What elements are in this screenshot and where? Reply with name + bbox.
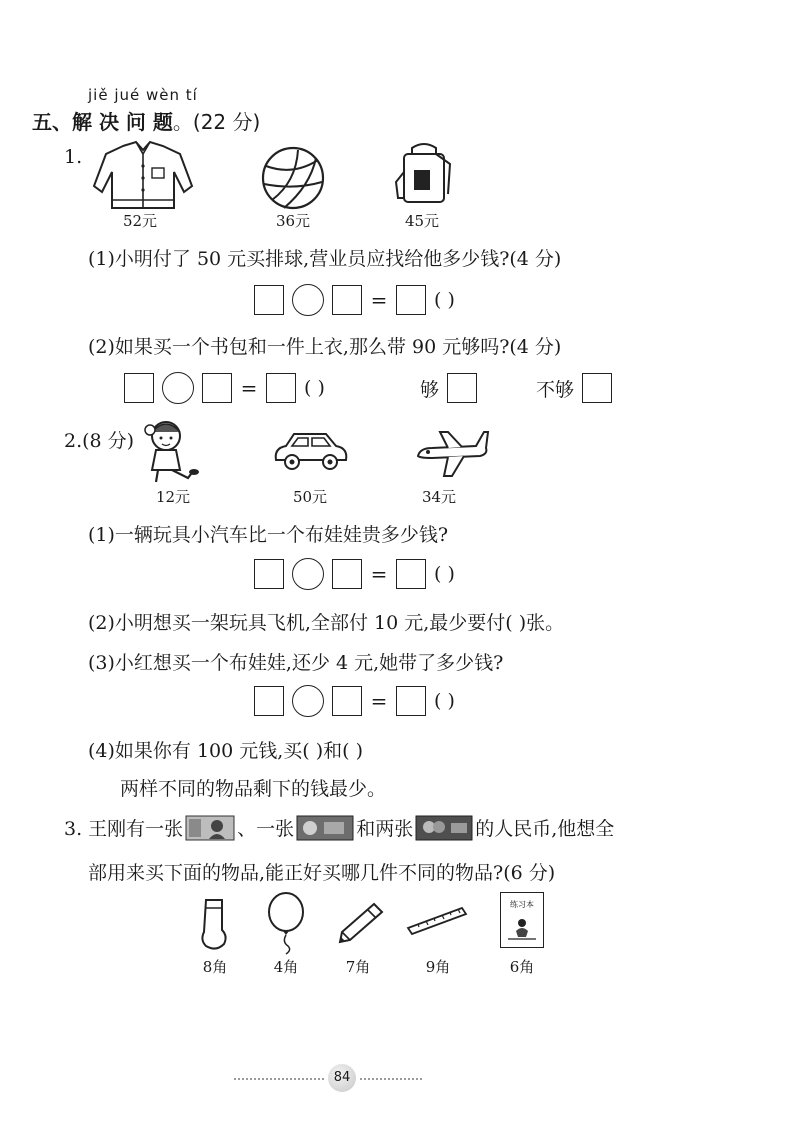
question-1-number: 1. [64,146,83,168]
pencil-price: 7角 [345,958,371,976]
doll-price: 12元 [155,488,191,506]
question-2-sub-3: (3)小红想买一个布娃娃,还少 4 元,她带了多少钱? [88,652,504,674]
q3-text-b: 、一张 [237,818,295,840]
unit-blank[interactable]: ( ) [434,289,455,311]
answer-box[interactable] [332,559,362,589]
q3-text-c: 和两张 [356,818,414,840]
notebook-cover-label: 练习本 [510,900,534,909]
q3-text-d: 的人民币,他想全 [475,818,615,840]
notebook-icon [500,892,544,948]
question-1-sub-2: (2)如果买一个书包和一件上衣,那么带 90 元够吗?(4 分) [88,336,562,358]
operator-circle[interactable] [292,284,324,316]
q1-sub2-equation: = ( ) [124,371,325,405]
answer-box[interactable] [254,686,284,716]
q3-text-a: 3. 王刚有一张 [64,818,184,840]
enough-label: 够 [420,378,440,401]
operator-circle[interactable] [162,372,194,404]
volleyball-icon [258,146,328,210]
question-2-sub-1: (1)一辆玩具小汽车比一个布娃娃贵多少钱? [88,524,449,546]
whistle-icon [198,896,234,952]
balloon-price: 4角 [273,958,299,976]
toy-car-icon [270,430,350,474]
answer-box[interactable] [266,373,296,403]
q1-sub1-equation: = ( ) [254,283,455,317]
answer-box[interactable] [254,285,284,315]
five-jiao-banknote-icon [296,815,354,841]
answer-box[interactable] [332,686,362,716]
ruler-icon [406,904,468,936]
footer-rule-right [360,1078,422,1080]
answer-box[interactable] [396,559,426,589]
enough-option [420,371,477,405]
whistle-price: 8角 [202,958,228,976]
one-yuan-banknote-icon [185,815,235,841]
jacket-icon [88,140,198,212]
airplane-icon [414,428,490,480]
q2-sub1-equation: = ( ) [254,557,455,591]
answer-box[interactable] [254,559,284,589]
two-jiao-banknote-icon [415,815,473,841]
question-3-line-1 [64,814,614,841]
balloon-icon [266,892,306,954]
doll-icon [142,418,202,486]
pencil-icon [336,902,384,944]
not-enough-option [536,371,612,405]
q2-sub3-equation: = ( ) [254,684,455,718]
footer-rule-left [234,1078,324,1080]
not-enough-checkbox[interactable] [582,373,612,403]
enough-checkbox[interactable] [447,373,477,403]
question-1-sub-1: (1)小明付了 50 元买排球,营业员应找给他多少钱?(4 分) [88,248,562,270]
answer-box[interactable] [396,686,426,716]
operator-circle[interactable] [292,558,324,590]
answer-box[interactable] [332,285,362,315]
unit-blank[interactable]: ( ) [434,563,455,585]
unit-blank[interactable]: ( ) [304,377,325,399]
not-enough-label: 不够 [536,378,575,401]
question-3-line-2: 部用来买下面的物品,能正好买哪几件不同的物品?(6 分) [88,862,556,884]
notebook-cover-art [502,913,542,943]
page-number: 84 [328,1064,356,1092]
question-2-sub-4: (4)如果你有 100 元钱,买( )和( ) [88,740,364,762]
section-title-text: 五、解 决 问 题 [32,110,173,134]
backpack-icon [392,142,456,208]
notebook-price: 6角 [509,958,535,976]
airplane-price: 34元 [421,488,457,506]
answer-box[interactable] [396,285,426,315]
section-title [32,106,260,135]
question-2-number: 2.(8 分) [64,430,135,452]
backpack-price: 45元 [404,212,440,230]
toy-car-price: 50元 [292,488,328,506]
title-pinyin: jiě jué wèn tí [88,86,198,104]
volleyball-price: 36元 [275,212,311,230]
section-score: 。(22 分) [172,110,261,134]
answer-box[interactable] [124,373,154,403]
question-2-sub-4-continued: 两样不同的物品剩下的钱最少。 [120,778,387,800]
question-2-sub-2: (2)小明想买一架玩具飞机,全部付 10 元,最少要付( )张。 [88,612,565,634]
jacket-price: 52元 [122,212,158,230]
ruler-price: 9角 [425,958,451,976]
answer-box[interactable] [202,373,232,403]
unit-blank[interactable]: ( ) [434,690,455,712]
operator-circle[interactable] [292,685,324,717]
